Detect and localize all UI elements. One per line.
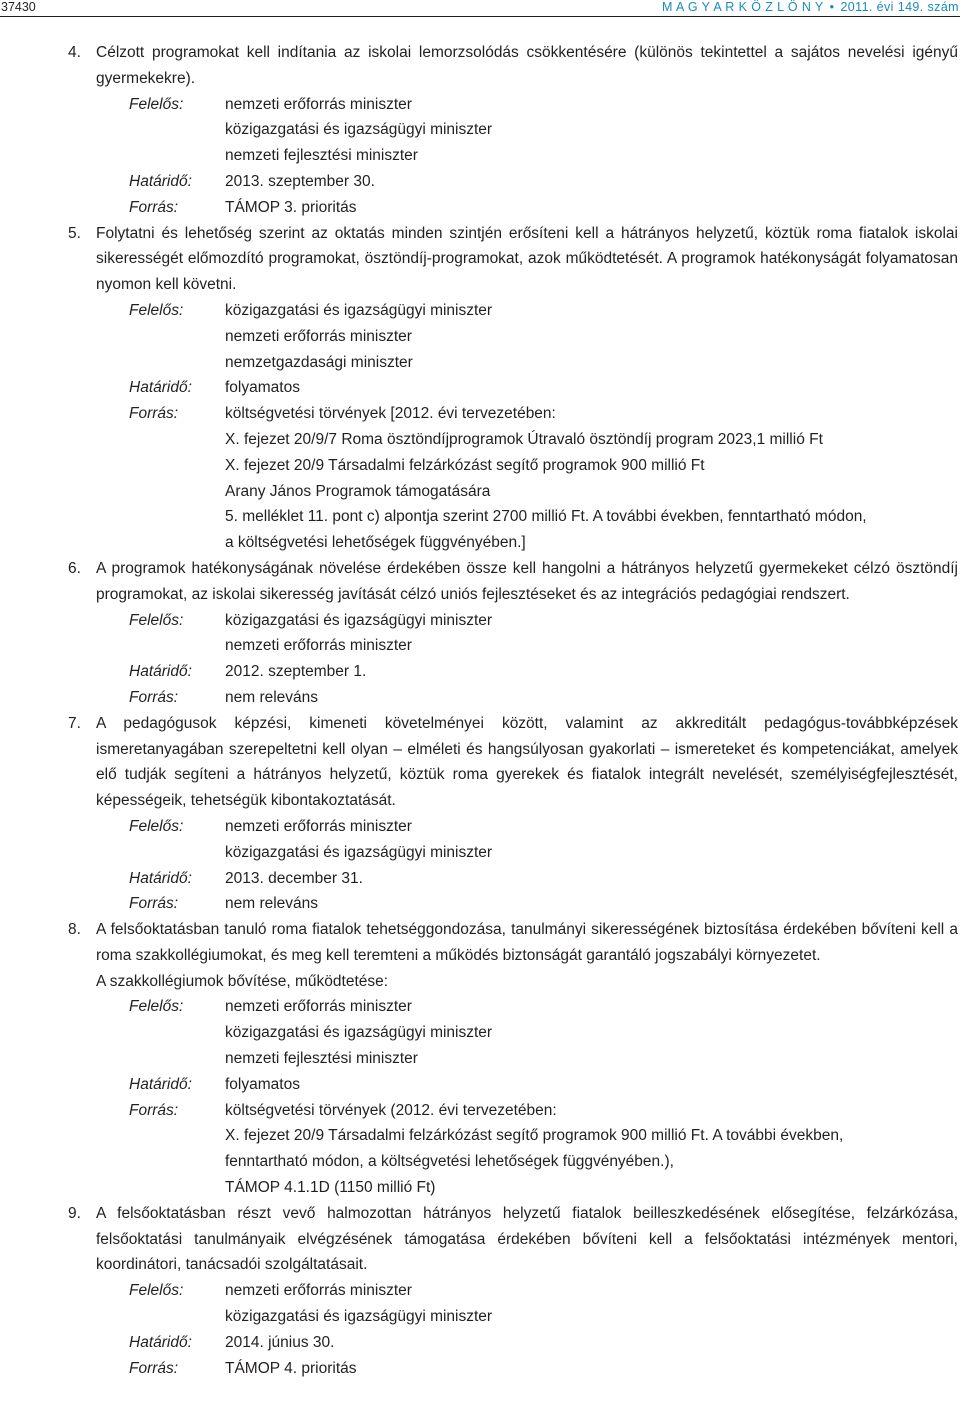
- responsible-value: nemzeti erőforrás miniszter: [225, 637, 412, 655]
- item-text-paragraph: [68, 711, 958, 814]
- list-item: [68, 1201, 958, 1382]
- issue-number: 2011. évi 149. szám: [840, 0, 959, 14]
- item-number: 6.: [68, 559, 81, 577]
- deadline-label: Határidő:: [129, 379, 192, 397]
- deadline-label: Határidő:: [129, 663, 192, 681]
- source-value: Arany János Programok támogatására: [225, 482, 491, 500]
- header-rule: [0, 16, 960, 17]
- item-text: Célzott programokat kell indítania az iskolai lemorzsolódás csökkentésére (különös tekintettel a sajátos nevelési igényű gyermekekre).: [96, 44, 958, 87]
- item-text: A pedagógusok képzési, kimeneti követelményei között, valamint az akkreditált pedagógus-továbbképzések ismeretanyagában szerepeltetni kell olyan – elméleti és hangsúlyosan gyakorlati – ismereteket és kompetenciákat, amelyek elő tudják segíteni a hátrányos helyzetű, köztük roma gyerekek és fiatalok integrált nevelését, személyiségfejlesztését, képességeik, tehetségük kibontakoztatását.: [96, 714, 958, 810]
- source-value: X. fejezet 20/9/7 Roma ösztöndíjprogramok Útravaló ösztöndíj program 2023,1 millió Ft: [225, 430, 823, 448]
- deadline-label: Határidő:: [129, 1075, 192, 1093]
- journal-title: M A G Y A R K Ö Z L Ö N Y: [661, 0, 824, 14]
- source-value: fenntartható módon, a költségvetési lehetőségek függvényében.),: [225, 1153, 674, 1171]
- item-number: 4.: [68, 44, 81, 61]
- deadline-value: folyamatos: [225, 379, 300, 397]
- item-text: Folytatni és lehetőség szerint az oktatás minden szintjén erősíteni kell a hátrányos helyzetű, köztük roma fiatalok iskolai sikerességét előmozdító programokat, ösztöndíj-programokat, azok működtetését. A programok hatékonyságát folyamatosan nyomon kell követni.: [96, 224, 958, 294]
- item-meta: [129, 814, 958, 917]
- item-text: A felsőoktatásban tanuló roma fiatalok tehetséggondozása, tanulmányi sikerességének biztosítása érdekében bővíteni kell a roma szakkollégiumokat, és meg kell teremteni a működés biztonságát garantáló jogszabályi környezetet.: [96, 921, 958, 964]
- source-value: a költségvetési lehetőségek függvényében.]: [225, 534, 526, 552]
- item-meta: [129, 608, 958, 711]
- source-label: Forrás:: [129, 1359, 179, 1377]
- item-text: A programok hatékonyságának növelése érdekében össze kell hangolni a hátrányos helyzetű gyermekeket célzó ösztöndíj programokat, az iskolai sikeresség javítását célzó uniós fejlesztéseket és az integrációs pedagógiai rendszert.: [96, 559, 958, 603]
- source-value: nem releváns: [225, 688, 319, 706]
- deadline-value: folyamatos: [225, 1075, 300, 1093]
- responsible-value: közigazgatási és igazságügyi miniszter: [225, 1308, 493, 1326]
- item-number: 9.: [68, 1204, 81, 1222]
- item-meta: [129, 298, 958, 556]
- source-value: X. fejezet 20/9 Társadalmi felzárkózást segítő programok 900 millió Ft. A további években,: [225, 1127, 844, 1145]
- source-label: Forrás:: [129, 198, 179, 216]
- page-number: 37430: [1, 0, 36, 14]
- source-label: Forrás:: [129, 405, 179, 423]
- responsible-value: nemzeti erőforrás miniszter: [225, 998, 412, 1016]
- deadline-value: 2013. szeptember 30.: [225, 172, 375, 190]
- responsible-value: közigazgatási és igazságügyi miniszter: [225, 843, 493, 861]
- responsible-value: közigazgatási és igazságügyi miniszter: [225, 1024, 493, 1042]
- running-title: [662, 0, 959, 14]
- list-item: [68, 40, 958, 221]
- responsible-value: közigazgatási és igazságügyi miniszter: [225, 611, 493, 629]
- source-value: X. fejezet 20/9 Társadalmi felzárkózást segítő programok 900 millió Ft: [225, 456, 705, 474]
- source-value: TÁMOP 3. prioritás: [225, 198, 357, 216]
- deadline-value: 2013. december 31.: [225, 869, 363, 887]
- responsible-label: Felelős:: [129, 95, 184, 113]
- list-item: [68, 221, 958, 556]
- item-meta: [129, 994, 958, 1200]
- responsible-value: nemzeti fejlesztési miniszter: [225, 1050, 418, 1068]
- responsible-value: nemzetgazdasági miniszter: [225, 353, 413, 371]
- source-value: költségvetési törvények [2012. évi tervezetében:: [225, 405, 556, 423]
- source-label: Forrás:: [129, 895, 179, 913]
- item-subtext: A szakkollégiumok bővítése, működtetése:: [96, 972, 389, 990]
- deadline-value: 2014. június 30.: [225, 1333, 335, 1351]
- item-text-paragraph: [68, 221, 958, 298]
- responsible-label: Felelős:: [129, 611, 184, 629]
- responsible-label: Felelős:: [129, 1282, 184, 1300]
- list-item: [68, 711, 958, 917]
- source-value: TÁMOP 4.1.1D (1150 millió Ft): [225, 1179, 436, 1197]
- responsible-label: Felelős:: [129, 817, 184, 835]
- item-number: 5.: [68, 224, 81, 242]
- responsible-value: nemzeti fejlesztési miniszter: [225, 147, 418, 165]
- responsible-value: nemzeti erőforrás miniszter: [225, 1282, 412, 1300]
- deadline-label: Határidő:: [129, 869, 192, 887]
- list-item: [68, 917, 958, 1201]
- item-text-paragraph: [68, 556, 958, 608]
- item-text: A felsőoktatásban részt vevő halmozottan hátrányos helyzetű fiatalok beilleszkedésének elősegítése, felzárkózása, felsőoktatási tanulmányaik elvégzésének támogatása érdekében bővíteni kell a felsőoktatási intézmények mentori, koordinátori, tanácsadói szolgáltatásait.: [96, 1204, 958, 1274]
- responsible-value: nemzeti erőforrás miniszter: [225, 327, 412, 345]
- source-value: 5. melléklet 11. pont c) alpontja szerint 2700 millió Ft. A további években, fenntartható módon,: [225, 508, 867, 526]
- responsible-value: nemzeti erőforrás miniszter: [225, 817, 412, 835]
- source-value: nem releváns: [225, 895, 319, 913]
- responsible-label: Felelős:: [129, 998, 184, 1016]
- item-meta: [129, 92, 958, 221]
- bullet-separator: •: [829, 0, 835, 14]
- list-item: [68, 556, 958, 711]
- responsible-value: közigazgatási és igazságügyi miniszter: [225, 301, 493, 319]
- document-body: [68, 40, 958, 1381]
- item-text-paragraph: [68, 40, 958, 92]
- deadline-label: Határidő:: [129, 1333, 192, 1351]
- source-label: Forrás:: [129, 1101, 179, 1119]
- item-text-paragraph: [68, 917, 958, 969]
- item-number: 7.: [68, 714, 81, 732]
- source-value: TÁMOP 4. prioritás: [225, 1359, 357, 1377]
- source-label: Forrás:: [129, 688, 179, 706]
- deadline-value: 2012. szeptember 1.: [225, 663, 367, 681]
- item-number: 8.: [68, 921, 81, 939]
- responsible-value: nemzeti erőforrás miniszter: [225, 95, 412, 113]
- item-text-paragraph: [68, 1201, 958, 1278]
- responsible-label: Felelős:: [129, 301, 184, 319]
- source-value: költségvetési törvények (2012. évi tervezetében:: [225, 1101, 557, 1119]
- responsible-value: közigazgatási és igazságügyi miniszter: [225, 121, 493, 139]
- item-meta: [129, 1278, 958, 1381]
- deadline-label: Határidő:: [129, 172, 192, 190]
